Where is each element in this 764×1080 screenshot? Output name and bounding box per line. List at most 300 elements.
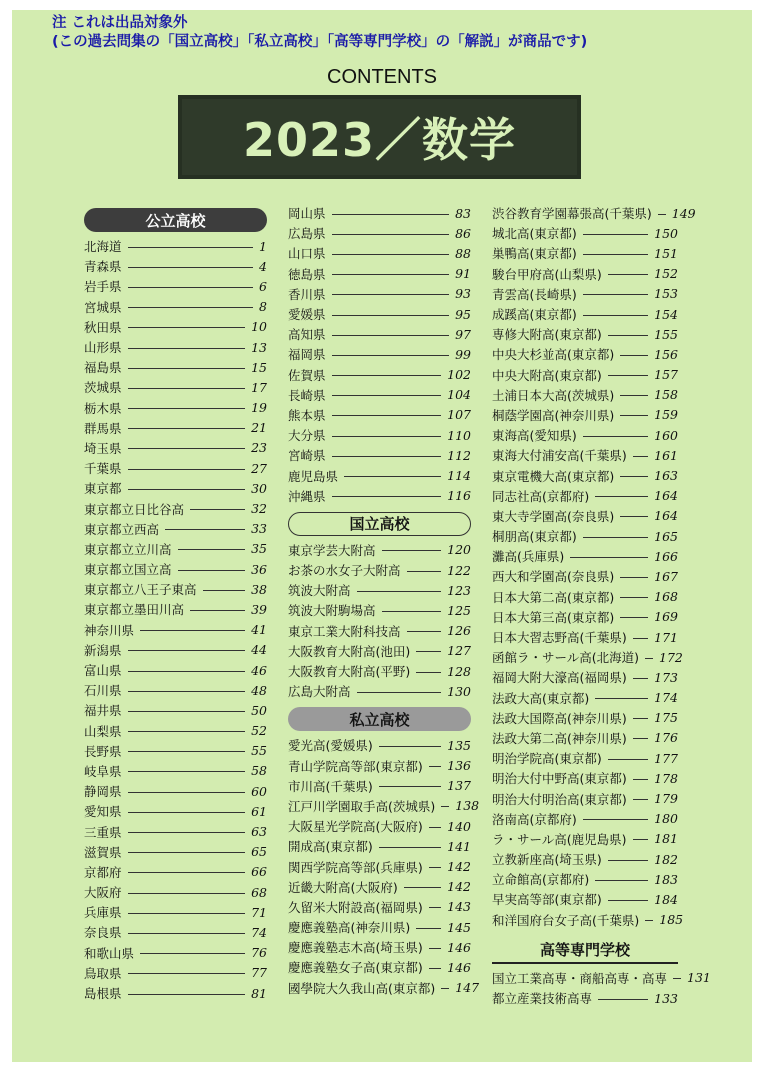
toc-entry-page: 13 [251,339,267,355]
leader-line [583,819,648,820]
toc-entry-page: 166 [654,548,678,564]
leader-line [598,999,648,1000]
toc-entry-page: 150 [654,225,678,241]
toc-entry-name: 佐賀県 [288,367,326,383]
leader-line [128,812,246,813]
toc-entry [492,910,684,930]
toc-entry-page: 155 [654,326,678,342]
leader-line [633,738,648,739]
leader-line [583,234,648,235]
leader-line [416,672,441,673]
leader-line [128,348,246,349]
toc-entry-page: 52 [251,723,267,739]
toc-entry-name: 法政大第二高(神奈川県) [492,730,627,746]
toc-entry-page: 120 [447,542,471,558]
toc-entry-page: 46 [251,662,267,678]
toc-entry-page: 58 [251,763,267,779]
toc-entry-page: 175 [654,710,678,726]
leader-line [128,751,246,752]
leader-line [190,509,245,510]
toc-entry-name: 広島大附高 [288,684,351,700]
toc-entry [84,478,267,498]
toc-entry [84,458,267,478]
toc-entry-page: 35 [251,541,267,557]
toc-entry-name: 立教新座高(埼玉県) [492,852,602,868]
toc-entry-page: 65 [251,844,267,860]
toc-entry [288,756,471,776]
toc-entry-page: 6 [259,278,267,294]
toc-entry-name: 都立産業技術高専 [492,991,593,1007]
toc-entry-page: 107 [447,407,471,423]
toc-entry [288,580,471,600]
toc-entry-page: 135 [447,737,471,753]
toc-entry-name: 慶應義塾志木高(埼玉県) [288,940,423,956]
leader-line [416,651,441,652]
toc-entry-page: 171 [654,629,678,645]
toc-entry-name: 東京都立国立高 [84,562,172,578]
toc-entry [84,700,267,720]
toc-entry-page: 27 [251,460,267,476]
leader-line [633,638,648,639]
banner-title: 2023／数学 [242,113,517,167]
toc-entry-page: 112 [447,447,471,463]
toc-entry-name: 鳥取県 [84,965,122,981]
toc-entry-name: 洛南高(京都府) [492,811,577,827]
toc-entry-page: 116 [447,488,471,504]
toc-entry [492,304,678,324]
toc-entry [492,506,678,526]
leader-line [128,448,246,449]
toc-entry-name: 東京都立日比谷高 [84,501,185,517]
toc-entry-page: 160 [654,427,678,443]
toc-entry-page: 128 [447,663,471,679]
heading-kosen: 高等専門学校 [492,938,678,964]
leader-line [128,792,246,793]
toc-entry-name: 巣鴨高(東京都) [492,246,577,262]
toc-entry-page: 74 [251,924,267,940]
toc-entry-name: 和歌山県 [84,945,135,961]
toc-entry-page: 91 [455,266,471,282]
toc-entry [84,721,267,741]
toc-entry-page: 99 [455,346,471,362]
toc-entry-name: 明治学院高(東京都) [492,751,602,767]
toc-entry-name: 法政大国際高(神奈川県) [492,710,627,726]
toc-entry-name: 筑波大附高 [288,583,351,599]
leader-line [128,691,246,692]
toc-entry [84,781,267,801]
toc-entry [84,559,267,579]
leader-line [583,315,648,316]
toc-entry [288,937,471,957]
toc-entry [492,728,678,748]
toc-entry-name: 桐蔭学園高(神奈川県) [492,407,615,423]
leader-line [441,988,449,989]
toc-entry-name: 日本大第三高(東京都) [492,609,615,625]
toc-entry-page: 138 [455,798,480,814]
leader-line [128,711,246,712]
toc-entry-page: 83 [455,205,471,221]
leader-line [128,267,254,268]
toc-entry [492,243,678,263]
leader-line [332,436,442,437]
toc-entry-name: 香川県 [288,286,326,302]
toc-entry-name: 渋谷教育学園幕張高(千葉県) [492,206,652,222]
toc-entry [288,405,471,425]
toc-entry [84,418,267,438]
toc-entry-page: 76 [251,945,267,961]
toc-entry-name: 山梨県 [84,723,122,739]
toc-entry-page: 60 [251,783,267,799]
toc-entry-page: 176 [654,730,678,746]
toc-entry-name: 和洋国府台女子高(千葉県) [492,912,640,928]
heading-private: 私立高校 [288,707,471,731]
toc-entry-page: 177 [654,750,678,766]
toc-entry-name: 宮城県 [84,299,122,315]
toc-entry [84,882,267,902]
leader-line [357,591,442,592]
leader-line [140,953,245,954]
toc-entry-name: 神奈川県 [84,622,135,638]
leader-line [128,933,246,934]
toc-entry [492,324,678,344]
toc-entry [84,821,267,841]
list-private-cont [492,203,696,930]
toc-entry [84,922,267,942]
toc-entry-name: 埼玉県 [84,440,122,456]
leader-line [332,294,450,295]
toc-entry-page: 4 [259,258,267,274]
toc-entry [288,344,471,364]
toc-entry-page: 10 [251,319,267,335]
toc-entry [288,203,471,223]
toc-entry-page: 142 [447,879,471,895]
toc-entry [288,486,471,506]
toc-entry [492,284,678,304]
leader-line [128,408,246,409]
toc-entry-name: 開成高(東京都) [288,839,373,855]
toc-entry-page: 66 [251,864,267,880]
toc-entry [492,768,678,788]
toc-entry-name: 愛媛県 [288,307,326,323]
toc-entry-page: 44 [251,642,267,658]
toc-entry [492,546,678,566]
toc-entry-name: 國學院大久我山高(東京都) [288,980,436,996]
toc-entry-page: 181 [654,831,678,847]
leader-line [429,907,441,908]
leader-line [620,476,648,477]
leader-line [608,860,648,861]
toc-entry [84,377,267,397]
leader-line [332,274,450,275]
toc-entry-page: 147 [455,980,480,996]
toc-entry [492,968,711,988]
leader-line [620,617,648,618]
toc-entry [492,425,678,445]
leader-line [595,698,648,699]
toc-entry-page: 174 [654,690,678,706]
leader-line [128,671,246,672]
toc-entry-page: 178 [654,770,678,786]
toc-entry [288,365,471,385]
toc-entry [84,741,267,761]
leader-line [429,827,441,828]
toc-entry-name: 愛知県 [84,804,122,820]
leader-line [673,978,681,979]
toc-entry-page: 131 [687,970,711,986]
toc-entry-page: 146 [447,959,471,975]
toc-entry-name: 長崎県 [288,387,326,403]
toc-entry-page: 8 [259,299,267,315]
toc-entry-page: 102 [447,367,471,383]
toc-entry-name: 桐朋高(東京都) [492,529,577,545]
leader-line [332,456,442,457]
toc-entry-name: 栃木県 [84,400,122,416]
leader-line [332,375,442,376]
toc-entry-page: 149 [671,205,696,221]
leader-line [633,779,648,780]
leader-line [128,913,246,914]
toc-entry-page: 23 [251,440,267,456]
toc-entry [84,680,267,700]
toc-entry-page: 169 [654,609,678,625]
toc-entry [84,498,267,518]
toc-entry-page: 180 [654,811,678,827]
leader-line [416,928,441,929]
leader-line [332,355,450,356]
toc-entry-name: 東京工業大附科技高 [288,623,401,639]
toc-entry-page: 167 [654,568,678,584]
toc-entry-page: 151 [654,245,678,261]
toc-entry-page: 182 [654,851,678,867]
toc-entry-page: 97 [455,326,471,342]
toc-entry-name: 土浦日本大高(茨城県) [492,387,615,403]
toc-entry-page: 143 [447,899,471,915]
leader-line [332,214,450,215]
toc-entry-page: 136 [447,758,471,774]
toc-entry [492,486,678,506]
toc-entry-name: 立命館高(京都府) [492,872,590,888]
toc-entry-page: 55 [251,743,267,759]
leader-line [128,832,246,833]
toc-entry-page: 36 [251,561,267,577]
toc-entry-name: 函館ラ・サール高(北海道) [492,650,640,666]
leader-line [441,806,449,807]
toc-entry-page: 161 [654,447,678,463]
toc-entry [84,337,267,357]
toc-entry-page: 38 [251,581,267,597]
leader-line [608,375,648,376]
leader-line [332,395,442,396]
leader-line [583,254,648,255]
toc-entry [492,748,678,768]
toc-entry-name: 日本大第二高(東京都) [492,589,615,605]
leader-line [203,590,246,591]
toc-entry [288,445,471,465]
toc-entry-page: 33 [251,521,267,537]
toc-entry-name: 静岡県 [84,784,122,800]
toc-entry [492,708,678,728]
leader-line [620,395,648,396]
toc-entry-page: 39 [251,601,267,617]
toc-entry [492,647,683,667]
toc-entry-name: 兵庫県 [84,905,122,921]
toc-entry-name: 奈良県 [84,925,122,941]
heading-public: 公立高校 [84,208,267,232]
toc-entry-name: 慶應義塾高(神奈川県) [288,920,411,936]
leader-line [128,852,246,853]
toc-entry-page: 137 [447,778,471,794]
toc-entry [288,243,471,263]
toc-entry-name: 福岡県 [288,347,326,363]
toc-entry-page: 163 [654,468,678,484]
toc-entry [84,398,267,418]
column-1 [84,206,267,1003]
toc-entry [84,276,267,296]
toc-entry-name: 北海道 [84,239,122,255]
toc-entry-name: 東京都立墨田川高 [84,602,185,618]
leader-line [570,557,648,558]
leader-line [128,469,246,470]
leader-line [332,234,450,235]
toc-entry-name: 中央大附高(東京都) [492,367,602,383]
leader-line [429,948,441,949]
toc-entry-name: 専修大附高(東京都) [492,327,602,343]
toc-entry [492,264,678,284]
toc-entry-page: 158 [654,387,678,403]
toc-entry [84,256,267,276]
note-line-1: 注 これは出品対象外 [52,15,188,31]
toc-entry-name: 鹿児島県 [288,468,339,484]
toc-entry-name: 島根県 [84,986,122,1002]
toc-entry-page: 127 [447,643,471,659]
toc-entry-name: 東京都立立川高 [84,541,172,557]
toc-entry-name: 千葉県 [84,461,122,477]
toc-entry [492,445,678,465]
toc-entry-page: 1 [259,238,267,254]
toc-entry [288,917,471,937]
toc-entry-name: 筑波大附駒場高 [288,603,376,619]
toc-entry-page: 172 [659,649,683,665]
leader-line [658,214,666,215]
toc-entry [84,236,267,256]
leader-line [429,766,441,767]
toc-entry-name: 西大和学園高(奈良県) [492,569,615,585]
toc-entry [288,897,471,917]
heading-national: 国立高校 [288,512,471,536]
leader-line [357,692,442,693]
toc-entry-name: 明治大付明治高(東京都) [492,791,627,807]
toc-entry-name: ラ・サール高(鹿児島県) [492,831,627,847]
toc-entry-page: 86 [455,225,471,241]
toc-entry [492,849,678,869]
toc-entry-page: 164 [654,488,678,504]
toc-entry [288,540,471,560]
note-line-2: (この過去問集の「国立高校」「私立高校」「高等専門学校」の「解説」が商品です) [52,34,588,50]
leader-line [608,759,648,760]
leader-line [620,415,648,416]
leader-line [128,893,246,894]
toc-entry [84,801,267,821]
toc-entry-page: 81 [251,985,267,1001]
toc-entry [84,862,267,882]
toc-entry-page: 88 [455,245,471,261]
toc-entry-page: 142 [447,859,471,875]
toc-entry [288,776,471,796]
toc-entry [288,957,471,977]
leader-line [128,247,254,248]
toc-entry-name: 岡山県 [288,206,326,222]
toc-entry-name: 大阪教育大附高(平野) [288,664,411,680]
leader-line [128,489,246,490]
toc-entry [84,660,267,680]
list-national [288,540,471,702]
toc-entry-name: 京都府 [84,864,122,880]
toc-entry-name: 新潟県 [84,642,122,658]
toc-entry [84,620,267,640]
leader-line [332,496,442,497]
toc-entry-page: 32 [251,501,267,517]
toc-entry-name: 広島県 [288,226,326,242]
toc-entry-page: 19 [251,400,267,416]
leader-line [165,529,245,530]
list-prefectures-cont [288,203,471,506]
toc-entry-name: 福岡大附大濠高(福岡県) [492,670,627,686]
toc-entry-name: 石川県 [84,683,122,699]
toc-entry-name: 滋賀県 [84,844,122,860]
toc-entry [288,877,471,897]
list-private [288,735,480,997]
toc-entry-page: 152 [654,266,678,282]
toc-entry-page: 110 [447,427,471,443]
leader-line [178,570,246,571]
toc-entry [84,943,267,963]
toc-entry-name: 東京学芸大附高 [288,542,376,558]
toc-entry-name: 大阪星光学院高(大阪府) [288,819,423,835]
toc-entry [492,465,678,485]
toc-entry-name: 高知県 [288,327,326,343]
toc-entry [492,869,678,889]
toc-entry [288,385,471,405]
toc-entry-name: 灘高(兵庫県) [492,549,565,565]
leader-line [332,254,450,255]
toc-entry-name: 岐阜県 [84,763,122,779]
leader-line [128,994,246,995]
leader-line [407,631,442,632]
toc-entry-page: 93 [455,286,471,302]
leader-line [382,611,442,612]
toc-entry [84,842,267,862]
toc-entry [288,661,471,681]
toc-entry-name: 市川高(千葉県) [288,778,373,794]
toc-entry [492,607,678,627]
toc-entry-page: 153 [654,286,678,302]
leader-line [128,327,246,328]
toc-entry-name: 明治大付中野高(東京都) [492,771,627,787]
leader-line [595,496,648,497]
toc-entry [492,688,678,708]
toc-entry [84,640,267,660]
toc-entry [492,667,678,687]
toc-entry-page: 185 [659,912,684,928]
toc-entry [288,324,471,344]
toc-entry-page: 104 [447,387,471,403]
leader-line [178,549,246,550]
toc-entry-page: 61 [251,803,267,819]
toc-entry-name: 同志社高(京都府) [492,488,590,504]
toc-entry [288,284,471,304]
toc-entry-name: 国立工業高専・商船高専・高専 [492,970,668,986]
toc-entry-page: 164 [654,508,678,524]
